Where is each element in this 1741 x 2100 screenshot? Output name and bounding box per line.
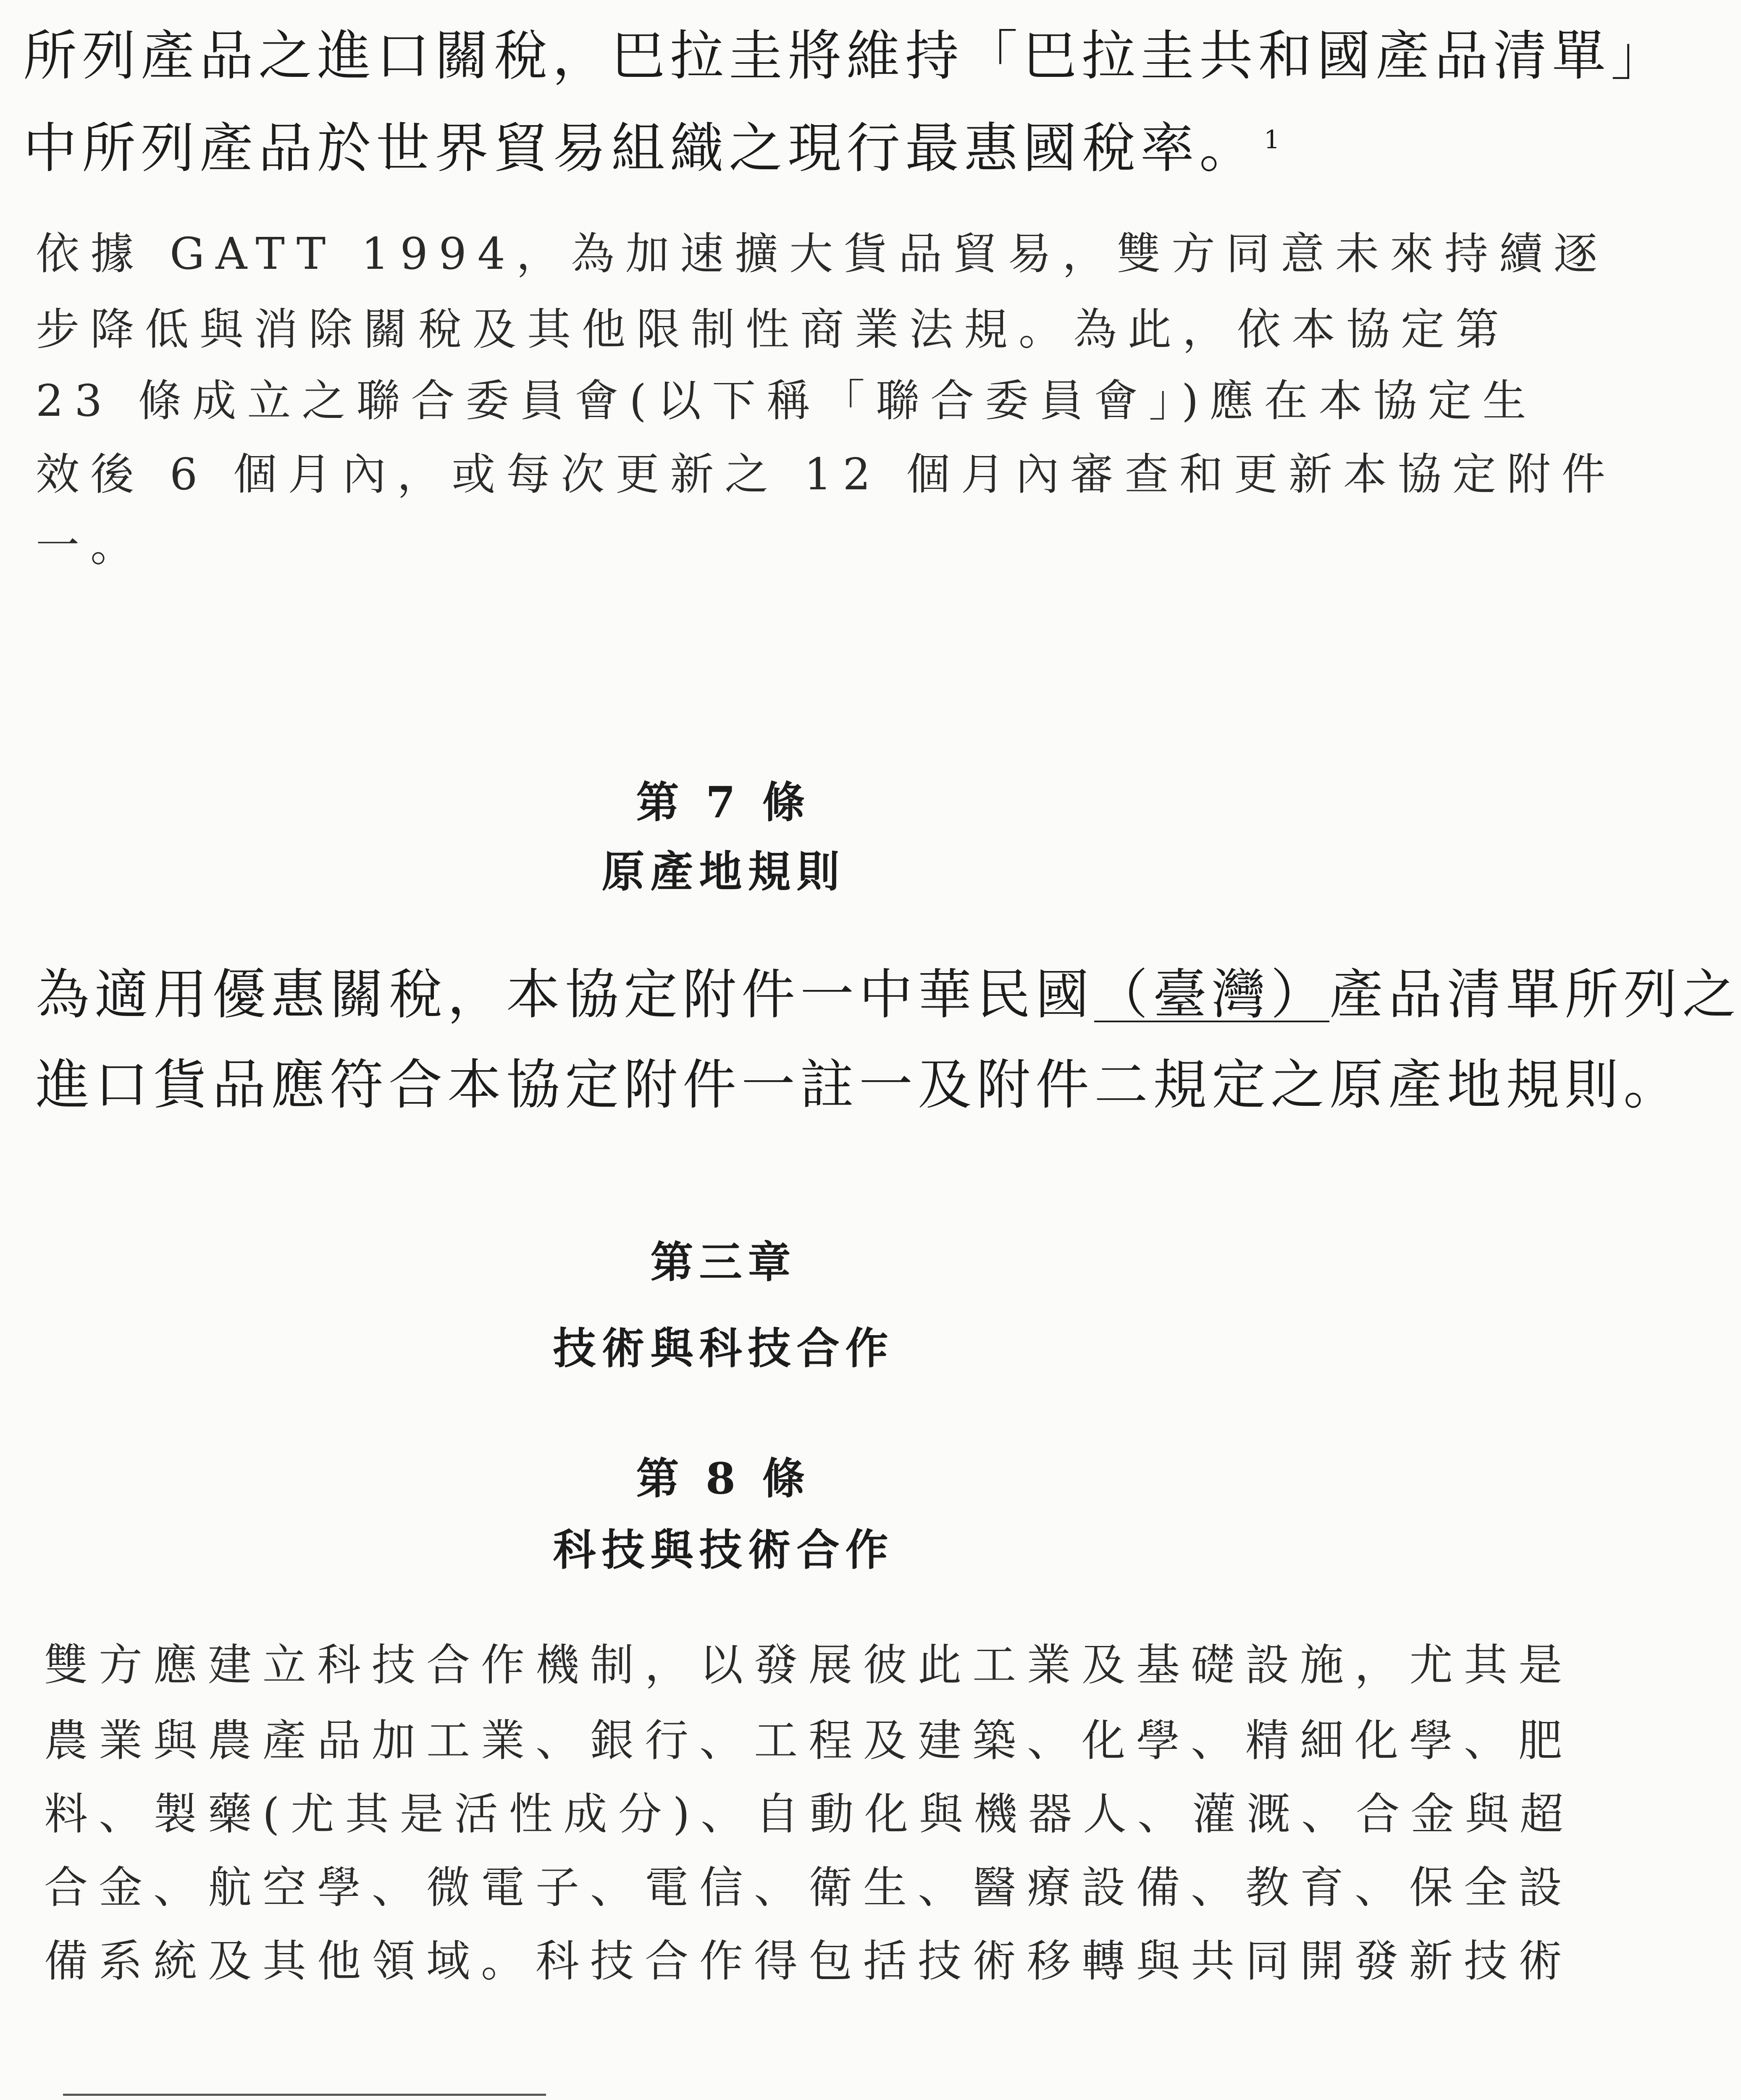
- footnote-separator: [63, 2094, 546, 2096]
- article-number: 第 8 條: [636, 1454, 811, 1504]
- paragraph-line: 農業與農產品加工業、銀行、工程及建築、化學、精細化學、肥: [44, 1715, 1573, 1766]
- underlined-text: （臺灣）: [1094, 963, 1330, 1026]
- chapter-title: 技術與科技合作: [553, 1323, 894, 1374]
- paragraph-line: 備系統及其他領域。科技合作得包括技術移轉與共同開發新技術: [44, 1935, 1573, 1987]
- paragraph-line: 合金、航空學、微電子、電信、衛生、醫療設備、教育、保全設: [44, 1862, 1573, 1913]
- article-number: 第 7 條: [636, 777, 811, 828]
- paragraph-line: 步降低與消除關稅及其他限制性商業法規。為此，依本協定第: [36, 304, 1510, 355]
- paragraph-line: [36, 951, 1741, 1029]
- paragraph-line: 效後 6 個月內，或每次更新之 12 個月內審查和更新本協定附件: [36, 449, 1616, 500]
- paragraph-line: [23, 105, 1280, 182]
- article-title: 科技與技術合作: [553, 1525, 894, 1575]
- paragraph-line: 雙方應建立科技合作機制，以發展彼此工業及基礎設施，尤其是: [44, 1639, 1573, 1690]
- paragraph-line: 進口貨品應符合本協定附件一註一及附件二規定之原產地規則。: [36, 1054, 1683, 1116]
- paragraph-line: 所列產品之進口關稅，巴拉圭將維持「巴拉圭共和國產品清單」: [23, 25, 1670, 87]
- article-title: 原產地規則: [601, 847, 846, 897]
- paragraph-text: 中所列產品於世界貿易組織之現行最惠國稅率。: [23, 117, 1258, 180]
- paragraph-line: 料、製藥(尤其是活性成分)、自動化與機器人、灌溉、合金與超: [44, 1788, 1575, 1840]
- paragraph-text: 為適用優惠關稅，本協定附件一中華民國: [36, 963, 1095, 1026]
- paragraph-line: 依據 GATT 1994，為加速擴大貨品貿易，雙方同意未來持續逐: [36, 228, 1608, 279]
- footnote-reference: 1: [1264, 125, 1280, 155]
- paragraph-line: 23 條成立之聯合委員會(以下稱「聯合委員會」)應在本協定生: [36, 375, 1537, 426]
- paragraph-line: 一。: [36, 520, 145, 571]
- paragraph-text: 產品清單所列之: [1329, 963, 1741, 1026]
- chapter-number: 第三章: [650, 1237, 797, 1288]
